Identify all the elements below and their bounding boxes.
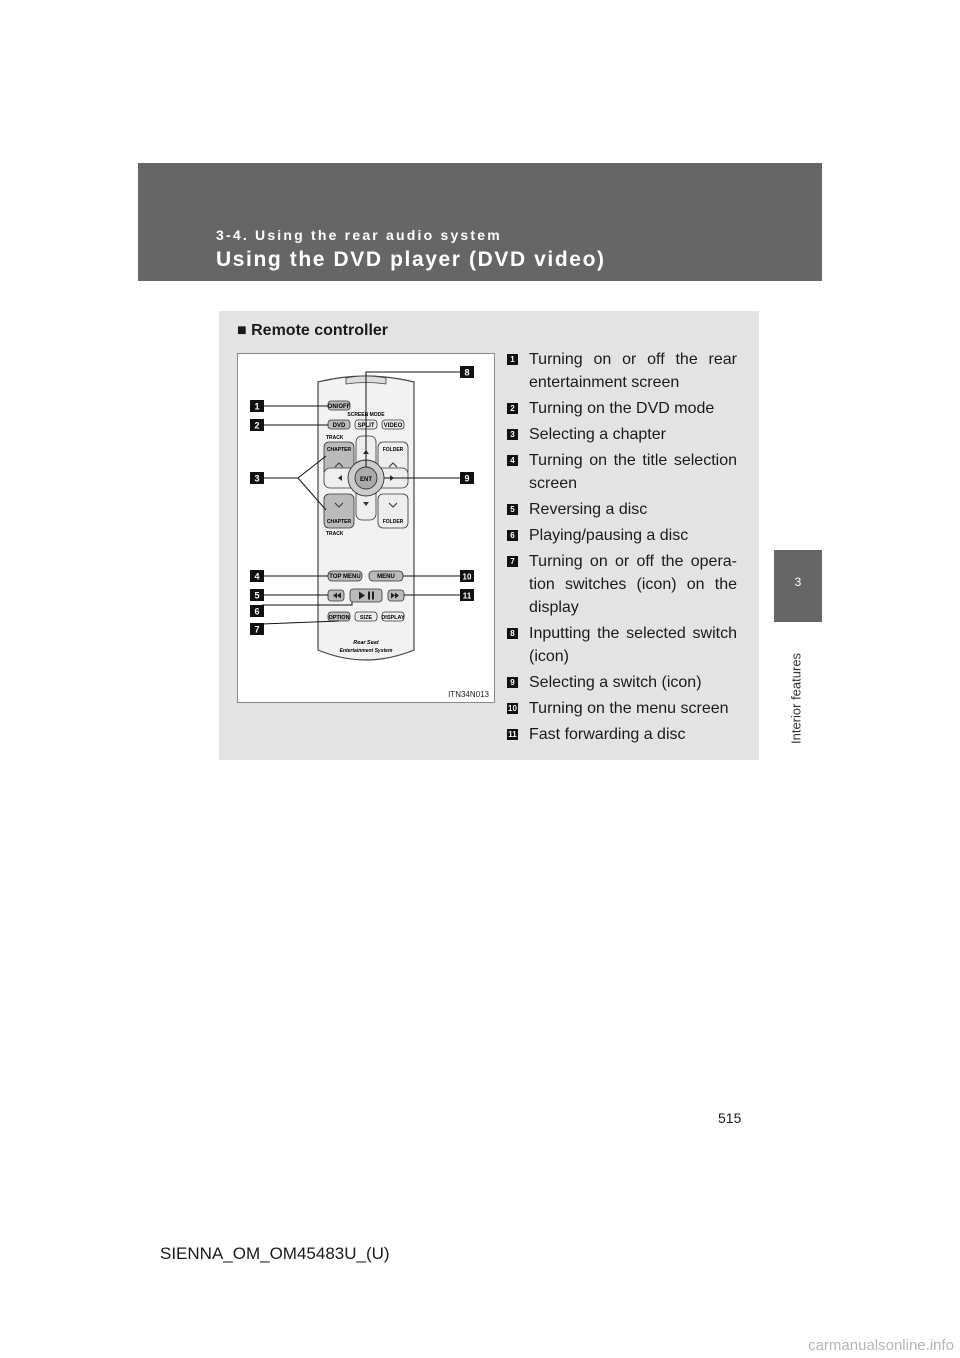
item-number: 10 — [508, 704, 517, 713]
chapter-tab — [774, 550, 822, 622]
item-text: Fast forwarding a disc — [529, 726, 686, 743]
play-pause-button — [350, 589, 382, 602]
legend-list — [507, 348, 737, 749]
callout-6: 6 — [254, 606, 260, 617]
remote-illustration — [238, 354, 494, 702]
item-text: Playing/pausing a disc — [529, 527, 689, 544]
list-item — [507, 723, 737, 746]
list-item — [507, 348, 737, 394]
panel-heading: ■ Remote controller — [237, 322, 389, 339]
track-down-label: TRACK — [326, 531, 344, 537]
page-title: Using the DVD player (DVD video) — [216, 248, 606, 271]
watermark: carmanualsonline.info — [808, 1337, 954, 1354]
brand-line-1: Rear Seat — [353, 640, 379, 646]
callout-11: 11 — [462, 591, 472, 601]
display-label: DISPLAY — [381, 615, 405, 621]
figure-code: ITN34N013 — [448, 690, 489, 699]
item-text: Inputting the selected switch (icon) — [529, 625, 737, 665]
item-text: Selecting a chapter — [529, 426, 666, 443]
split-label: SPLIT — [357, 423, 375, 429]
chapter-number: 3 — [794, 575, 802, 589]
item-number: 11 — [508, 730, 517, 739]
item-text: Turning on the menu screen — [529, 700, 729, 717]
pause-bar-right — [372, 592, 374, 600]
list-item — [507, 524, 737, 547]
folder-down-label: FOLDER — [382, 519, 404, 525]
list-item — [507, 498, 737, 521]
item-text: Reversing a disc — [529, 501, 648, 518]
list-item — [507, 449, 737, 495]
item-number: 4 — [507, 455, 518, 466]
item-number: 7 — [507, 556, 518, 567]
item-number: 5 — [507, 504, 518, 515]
on-off-label: ON/OFF — [327, 404, 351, 410]
page-number: 515 — [718, 1110, 742, 1126]
item-number: 9 — [507, 677, 518, 688]
callout-2: 2 — [254, 420, 260, 431]
remote-controller-panel — [219, 311, 759, 760]
screen-mode-label: SCREEN MODE — [347, 412, 385, 418]
callout-10: 10 — [462, 572, 472, 582]
track-up-label: TRACK — [326, 435, 344, 441]
leader-3 — [262, 456, 326, 510]
callout-9: 9 — [464, 473, 470, 484]
section-subtitle: 3-4. Using the rear audio system — [216, 227, 502, 243]
chapter-up-label: CHAPTER — [326, 447, 352, 453]
option-label: OPTION — [328, 615, 350, 621]
item-text: Turning on the title selection screen — [529, 452, 737, 492]
video-label: VIDEO — [383, 423, 403, 429]
top-menu-label: TOP MENU — [329, 574, 361, 580]
dvd-label: DVD — [332, 423, 346, 429]
list-item — [507, 550, 737, 619]
pause-bar-left — [368, 592, 370, 600]
item-text: Selecting a switch (icon) — [529, 674, 702, 691]
folder-up-label: FOLDER — [382, 447, 404, 453]
item-text: Turning on the DVD mode — [529, 400, 715, 417]
item-text: Turning on or off the rear entertainment screen — [529, 351, 737, 391]
remote-figure — [237, 353, 495, 703]
brand-line-2: Entertainment System — [339, 648, 393, 654]
item-number: 3 — [507, 429, 518, 440]
list-item — [507, 622, 737, 668]
menu-label: MENU — [377, 574, 395, 580]
callout-8: 8 — [464, 367, 470, 378]
list-item — [507, 423, 737, 446]
ent-label: ENT — [360, 477, 372, 483]
item-number: 2 — [507, 403, 518, 414]
item-number: 6 — [507, 530, 518, 541]
chapter-label: Interior features — [788, 652, 804, 744]
callout-5: 5 — [254, 590, 260, 601]
size-label: SIZE — [359, 615, 373, 621]
callout-7: 7 — [254, 624, 260, 635]
list-item — [507, 671, 737, 694]
list-item — [507, 397, 737, 420]
document-id: SIENNA_OM_OM45483U_(U) — [160, 1244, 390, 1263]
item-text: Turning on or off the opera-tion switches (icon) on the display — [529, 553, 737, 616]
callout-1: 1 — [254, 401, 260, 412]
list-item — [507, 697, 737, 720]
callout-3: 3 — [254, 473, 260, 484]
item-number: 8 — [507, 628, 518, 639]
item-number: 1 — [507, 354, 518, 365]
section-header — [138, 163, 822, 281]
chapter-down-label: CHAPTER — [326, 519, 352, 525]
callout-4: 4 — [254, 571, 260, 582]
